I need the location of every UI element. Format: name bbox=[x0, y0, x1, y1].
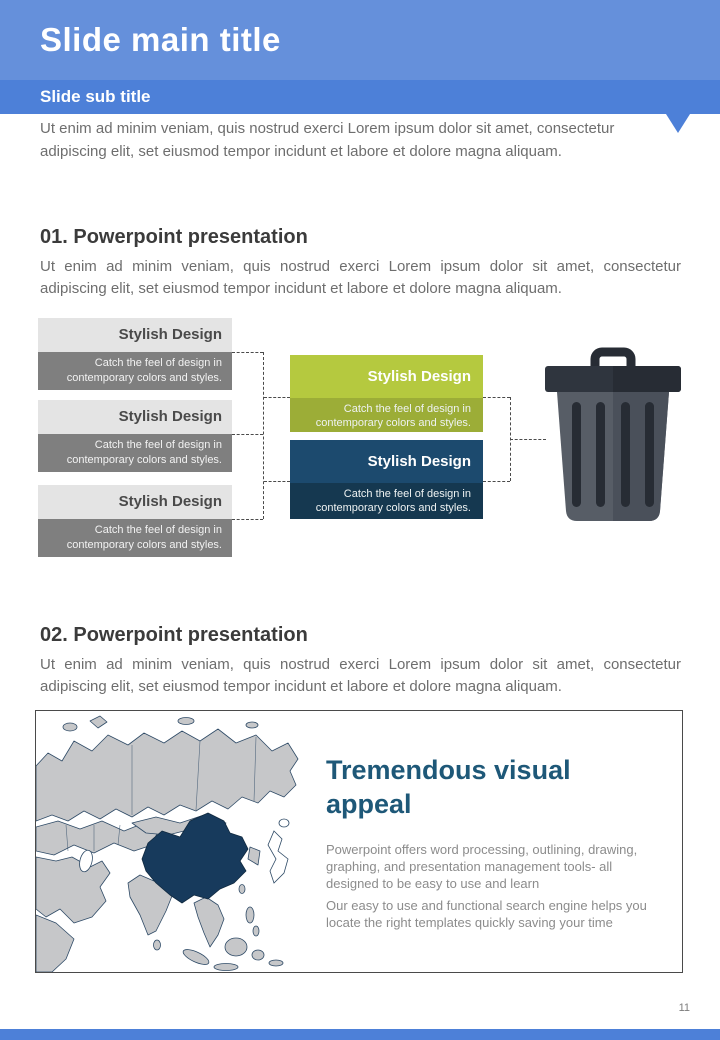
gray-box-1-title: Stylish Design bbox=[38, 318, 232, 352]
section-1-heading: 01. Powerpoint presentation bbox=[40, 226, 308, 248]
connector-line bbox=[510, 439, 546, 440]
section-1-body: Ut enim ad minim veniam, quis nostrud exerci Lorem ipsum dolor sit amet, consectetur adipiscing elit, set eiusmod tempor incidunt et labore et dolore magna aliquam. bbox=[40, 258, 681, 297]
feature-paragraph-1: Powerpoint offers word processing, outlining, drawing, graphing, and presentation management tools- all designed to be easy to use and learn bbox=[326, 842, 638, 891]
section-2-heading: 02. Powerpoint presentation bbox=[40, 624, 308, 646]
blue-box-title: Stylish Design bbox=[290, 440, 483, 483]
green-box-caption: Catch the feel of design in contemporary colors and styles. bbox=[290, 398, 483, 432]
connector-line bbox=[483, 481, 510, 482]
gray-box-3-caption: Catch the feel of design in contemporary colors and styles. bbox=[38, 519, 232, 557]
feature-text bbox=[326, 841, 656, 931]
gray-box-2-title: Stylish Design bbox=[38, 400, 232, 434]
gray-box-2-caption: Catch the feel of design in contemporary colors and styles. bbox=[38, 434, 232, 472]
connector-line bbox=[232, 434, 263, 435]
page-number: 11 bbox=[678, 1002, 690, 1014]
connector-line bbox=[264, 481, 290, 482]
gray-box-3-title: Stylish Design bbox=[38, 485, 232, 519]
connector-line bbox=[232, 352, 263, 353]
feature-paragraph-2: Our easy to use and functional search engine helps you locate the right templates quickly saving your time bbox=[326, 898, 647, 930]
gray-box-1 bbox=[38, 318, 232, 390]
intro-paragraph: Ut enim ad minim veniam, quis nostrud exerci Lorem ipsum dolor sit amet, consectetur adipiscing elit, set eiusmod tempor incidunt et labore et dolore magna aliquam. bbox=[40, 120, 615, 160]
header-banner bbox=[0, 0, 720, 80]
footer-bar bbox=[0, 1029, 720, 1040]
connector-line bbox=[263, 352, 264, 519]
subtitle-bar bbox=[0, 80, 720, 114]
green-box bbox=[290, 355, 483, 432]
connector-line bbox=[483, 397, 510, 398]
connector-line bbox=[232, 519, 263, 520]
gray-box-3 bbox=[38, 485, 232, 557]
asia-map bbox=[36, 711, 324, 972]
connector-line bbox=[264, 397, 290, 398]
section-2-body: Ut enim ad minim veniam, quis nostrud exerci Lorem ipsum dolor sit amet, consectetur adipiscing elit, set eiusmod tempor incidunt et labore et dolore magna aliquam. bbox=[40, 656, 681, 695]
blue-box-caption: Catch the feel of design in contemporary colors and styles. bbox=[290, 483, 483, 519]
slide-main-title: Slide main title bbox=[40, 21, 281, 58]
slide-sub-title: Slide sub title bbox=[40, 87, 151, 106]
feature-panel bbox=[35, 710, 683, 973]
trash-icon bbox=[543, 344, 683, 529]
gray-box-2 bbox=[38, 400, 232, 472]
green-box-title: Stylish Design bbox=[290, 355, 483, 398]
feature-title: Tremendous visual appeal bbox=[326, 755, 571, 819]
blue-box bbox=[290, 440, 483, 519]
subtitle-pointer-triangle bbox=[666, 114, 690, 133]
gray-box-1-caption: Catch the feel of design in contemporary colors and styles. bbox=[38, 352, 232, 390]
